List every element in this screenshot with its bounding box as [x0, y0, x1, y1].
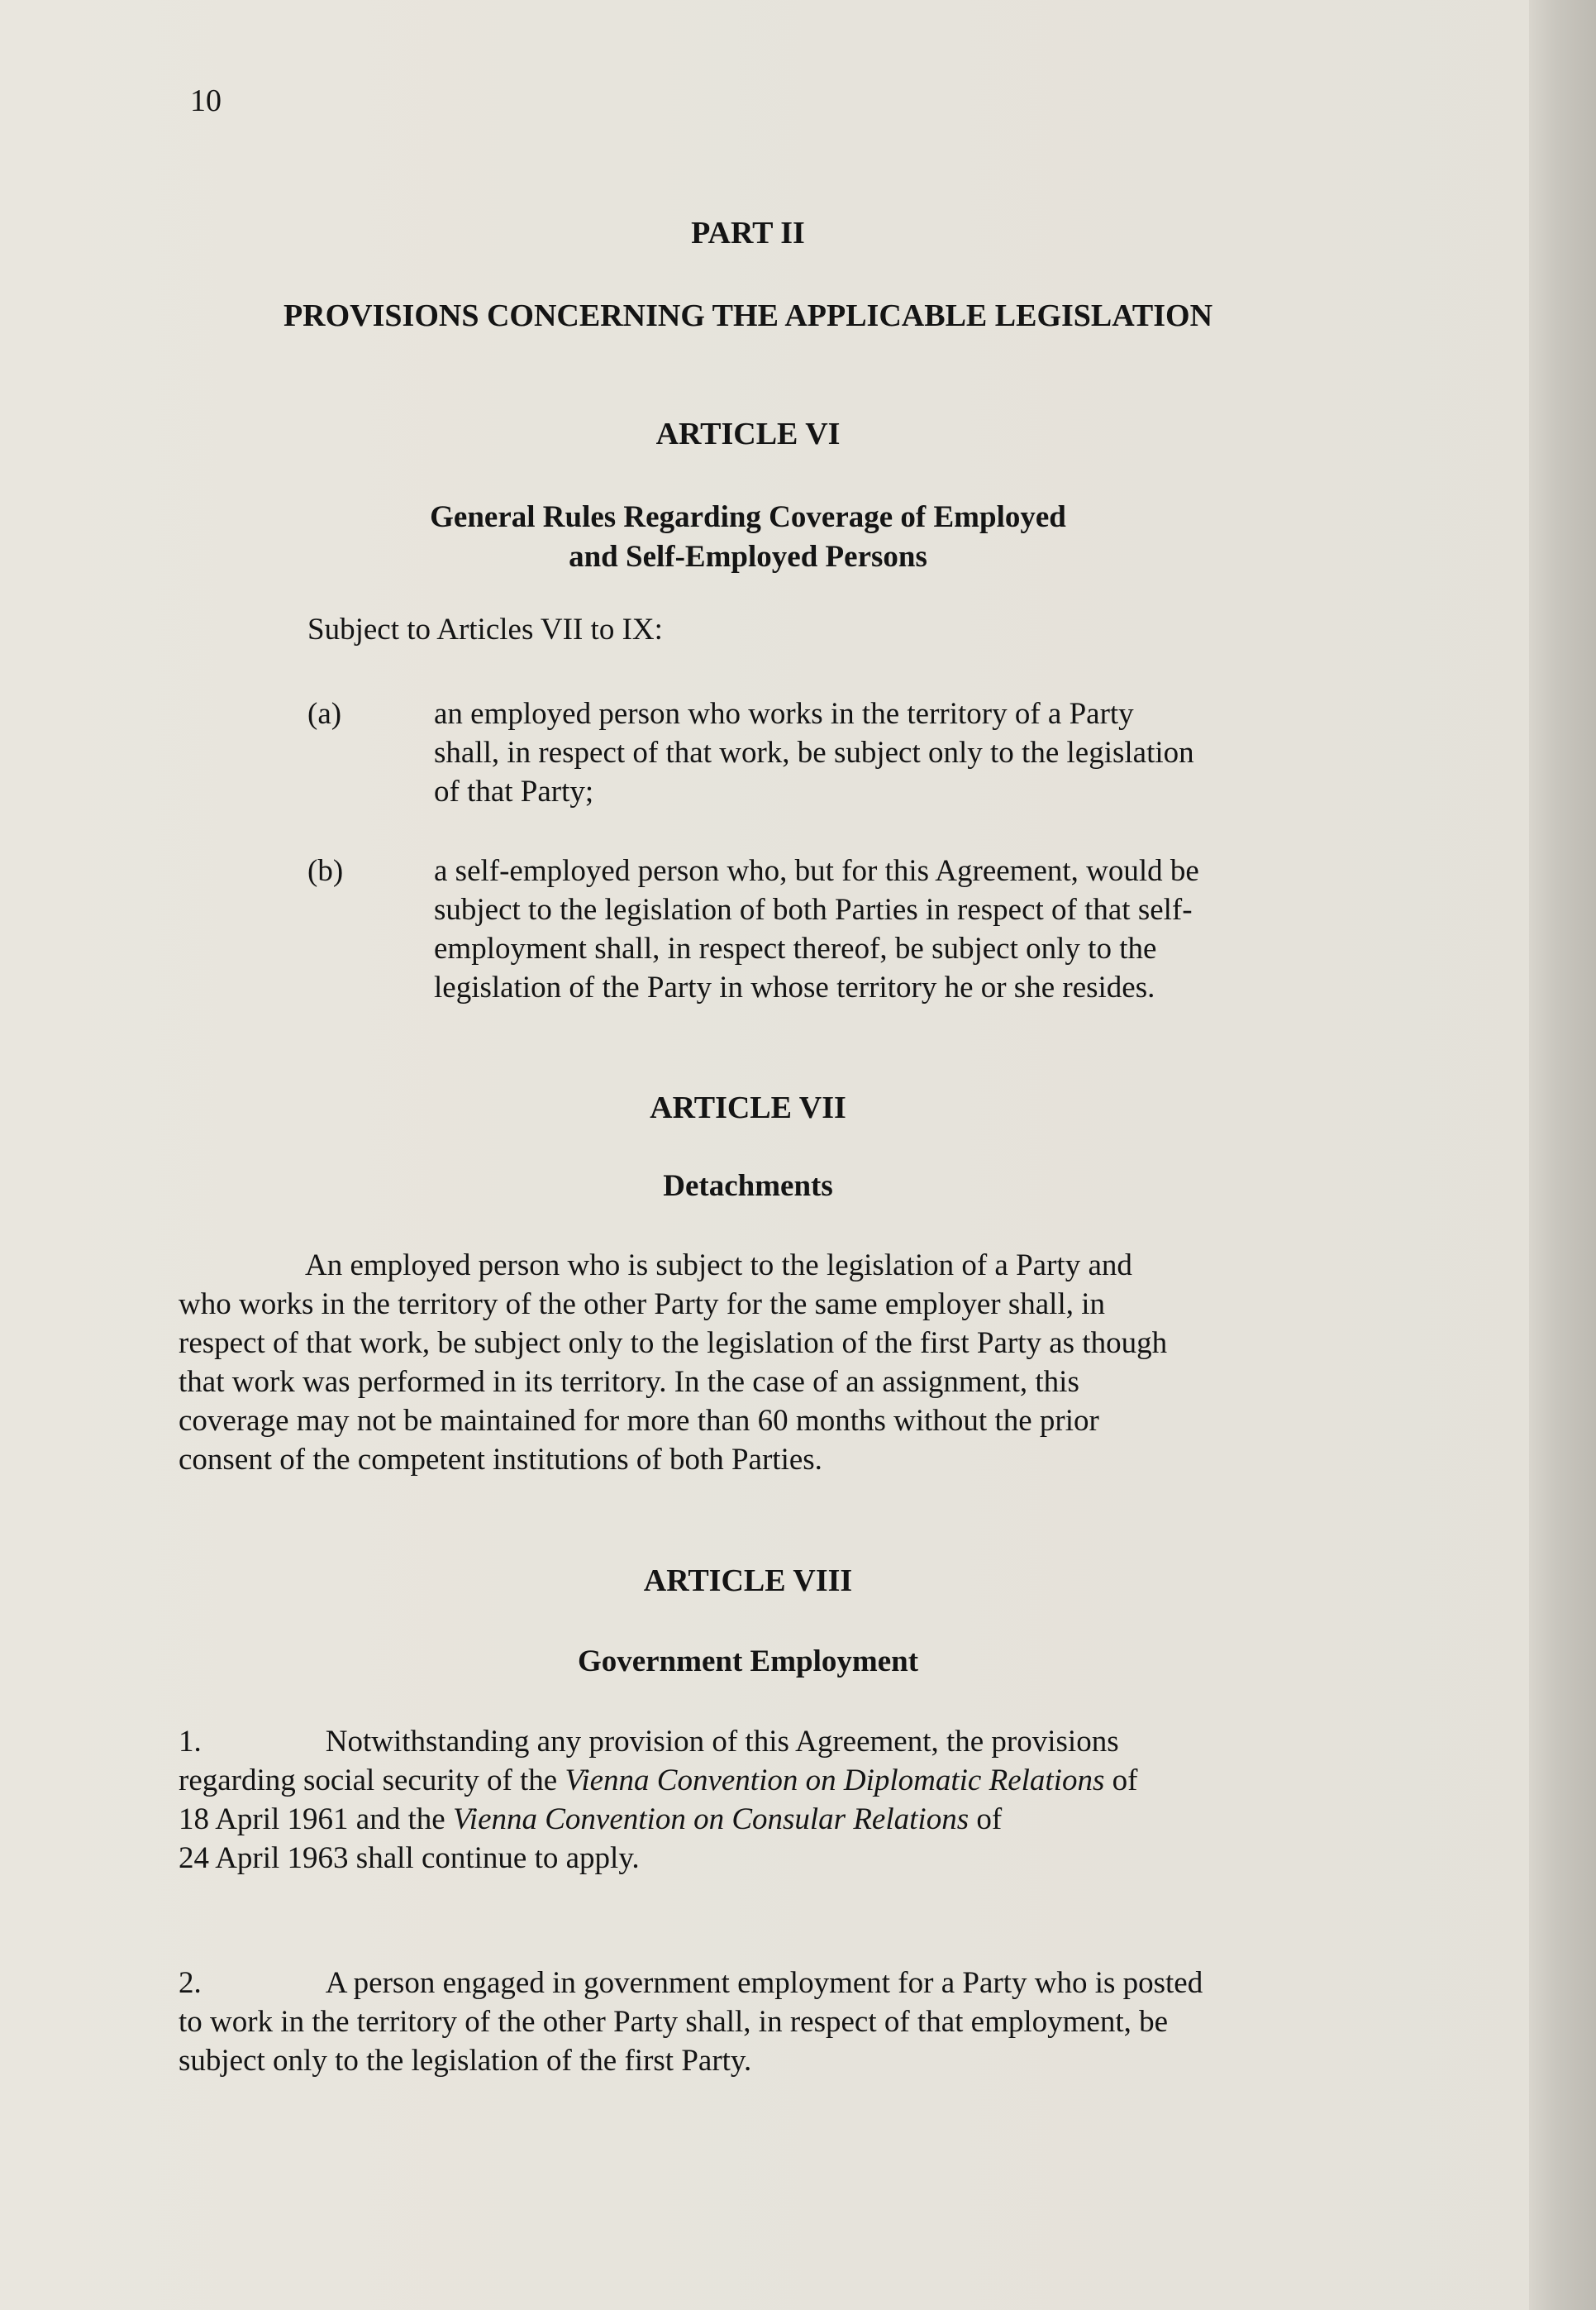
item-b-line: subject to the legislation of both Parties in respect of that self-: [434, 893, 1193, 927]
part-subtitle: PROVISIONS CONCERNING THE APPLICABLE LEGISLATION: [283, 298, 1213, 333]
article-8-p2-line: to work in the territory of the other Party shall, in respect of that employment, be: [179, 2005, 1169, 2039]
vienna-consular-title: Vienna Convention on Consular Relations: [452, 1802, 970, 1836]
article-8-p1-line: 1. Notwithstanding any provision of this Agreement, the provisions: [179, 1725, 1119, 1759]
article-8-p1-line: regarding social security of the Vienna Convention on Diplomatic Relations of: [179, 1764, 1138, 1797]
article-8-p1-line: 24 April 1963 shall continue to apply.: [179, 1841, 640, 1875]
article-7-line: that work was performed in its territory. In the case of an assignment, this: [179, 1365, 1079, 1399]
article-6-heading-line1: General Rules Regarding Coverage of Employed: [430, 500, 1066, 534]
vienna-diplomatic-title: Vienna Convention on Diplomatic Relations: [565, 1764, 1105, 1797]
item-b-label: (b): [307, 854, 344, 888]
item-b-line: a self-employed person who, but for this Agreement, would be: [434, 854, 1199, 888]
article-7-line: who works in the territory of the other Party for the same employer shall, in: [179, 1287, 1106, 1321]
page-edge-shadow: [1529, 0, 1596, 2310]
article-7-title: ARTICLE VII: [650, 1091, 846, 1125]
item-a-line: shall, in respect of that work, be subject only to the legislation: [434, 736, 1194, 770]
article-8-p1-line: 18 April 1961 and the Vienna Convention on Consular Relations of: [179, 1802, 1003, 1836]
article-8-paragraph-2: [179, 1964, 1336, 2080]
article-8-paragraph-1: [179, 1722, 1336, 1878]
paragraph-number: 2.: [179, 1966, 202, 2000]
article-8-heading: Government Employment: [577, 1644, 919, 1678]
article-8-title: ARTICLE VIII: [643, 1563, 853, 1598]
page-number: 10: [190, 84, 222, 118]
article-6-heading: [0, 498, 1496, 577]
part-title: PART II: [691, 216, 805, 251]
item-a-label: (a): [307, 697, 342, 731]
article-8-p2-line: subject only to the legislation of the first Party.: [179, 2044, 752, 2078]
article-7-line: An employed person who is subject to the legislation of a Party and: [305, 1248, 1132, 1282]
item-b-line: legislation of the Party in whose territory he or she resides.: [434, 971, 1155, 1005]
item-b-text: [434, 852, 1335, 1007]
article-8-p2-line: 2. A person engaged in government employment for a Party who is posted: [179, 1966, 1203, 2000]
article-6-title: ARTICLE VI: [655, 417, 841, 451]
article-7-heading: Detachments: [663, 1169, 833, 1203]
item-a-line: an employed person who works in the territory of a Party: [434, 697, 1134, 731]
paragraph-number: 1.: [179, 1725, 202, 1759]
article-7-line: consent of the competent institutions of both Parties.: [179, 1443, 822, 1477]
article-7-line: coverage may not be maintained for more than 60 months without the prior: [179, 1404, 1099, 1438]
article-6-intro: Subject to Articles VII to IX:: [307, 613, 663, 647]
item-a-line: of that Party;: [434, 775, 594, 809]
article-6-heading-line2: and Self-Employed Persons: [569, 540, 927, 574]
item-b-line: employment shall, in respect thereof, be subject only to the: [434, 932, 1157, 966]
article-7-line: respect of that work, be subject only to the legislation of the first Party as though: [179, 1326, 1168, 1360]
item-a-text: [434, 694, 1335, 811]
article-7-paragraph: [179, 1246, 1336, 1479]
